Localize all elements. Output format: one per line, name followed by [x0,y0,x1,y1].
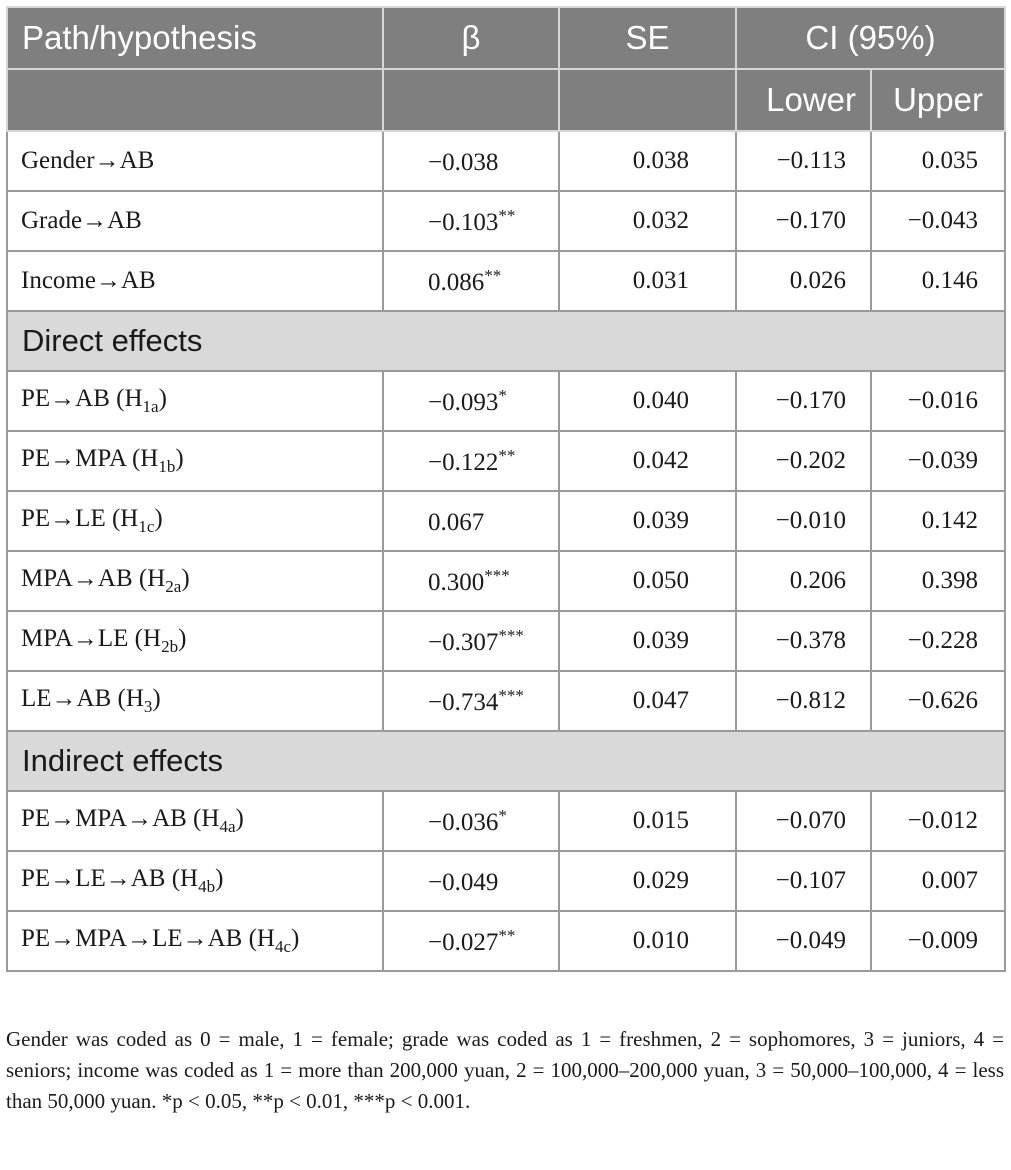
header-lower: Lower [736,69,871,131]
header-ci: CI (95%) [736,7,1005,69]
indirect-effects-section-row [7,731,1005,791]
beta-value: −0.307 [428,628,499,656]
path-text: PE→MPA (H [21,445,159,472]
ci-upper-cell: −0.016 [871,371,1005,431]
path-close: ) [235,805,244,832]
header-path: Path/hypothesis [7,7,383,69]
hypothesis-subscript: 4c [274,937,292,956]
table-row [7,431,1005,491]
ci-upper-cell: −0.012 [871,791,1005,851]
ci-lower-cell: −0.378 [736,611,871,671]
path-text: PE→MPA→AB (H [21,805,220,832]
beta-value: −0.093 [428,388,499,416]
path-text: Grade→AB [21,207,142,234]
table-row [7,911,1005,971]
header-se: SE [559,7,736,69]
ci-upper-cell: −0.043 [871,191,1005,251]
table-row [7,191,1005,251]
path-close: ) [181,565,190,592]
significance-marker: ** [498,445,516,465]
ci-lower-cell: −0.107 [736,851,871,911]
ci-upper-cell: 0.142 [871,491,1005,551]
table-row [7,851,1005,911]
path-close: ) [175,445,184,472]
beta-cell [383,851,559,911]
beta-cell [383,131,559,191]
path-cell [7,491,383,551]
ci-lower-cell: 0.206 [736,551,871,611]
path-text: Gender→AB [21,147,155,174]
path-cell [7,911,383,971]
header-upper: Upper [871,69,1005,131]
hypothesis-subscript: 1b [158,457,176,476]
path-cell [7,611,383,671]
header-row-2 [7,69,1005,131]
se-cell: 0.039 [559,611,736,671]
table-row [7,131,1005,191]
path-cell [7,671,383,731]
ci-lower-cell: −0.170 [736,371,871,431]
ci-lower-cell: −0.812 [736,671,871,731]
path-text: PE→LE (H [21,505,139,532]
path-text: MPA→AB (H [21,565,166,592]
path-close: ) [215,865,224,892]
path-close: ) [178,625,187,652]
ci-lower-cell: −0.070 [736,791,871,851]
beta-value: −0.103 [428,208,499,236]
beta-cell [383,431,559,491]
table-row [7,491,1005,551]
path-text: LE→AB (H [21,685,144,712]
ci-lower-cell: −0.049 [736,911,871,971]
ci-upper-cell: −0.009 [871,911,1005,971]
beta-cell [383,671,559,731]
se-cell: 0.047 [559,671,736,731]
beta-value: 0.067 [428,508,485,536]
hypothesis-subscript: 1a [142,397,159,416]
significance-marker: ** [484,265,502,285]
ci-upper-cell: 0.146 [871,251,1005,311]
ci-lower-cell: −0.170 [736,191,871,251]
table-row [7,611,1005,671]
hypothesis-subscript: 2b [161,637,179,656]
significance-marker: * [498,385,507,405]
se-cell: 0.010 [559,911,736,971]
ci-upper-cell: −0.228 [871,611,1005,671]
direct-effects-section-row [7,311,1005,371]
beta-value: −0.027 [428,928,499,956]
path-cell [7,791,383,851]
path-text: PE→LE→AB (H [21,865,199,892]
significance-marker: *** [498,625,524,645]
beta-cell [383,251,559,311]
table-row [7,251,1005,311]
ci-lower-cell: −0.113 [736,131,871,191]
beta-cell [383,191,559,251]
se-cell: 0.040 [559,371,736,431]
ci-upper-cell: 0.035 [871,131,1005,191]
hypothesis-subscript: 4a [219,817,236,836]
table-footnote: Gender was coded as 0 = male, 1 = female; grade was coded as 1 = freshmen, 2 = sophomores, 3 = juniors, 4 = seniors; income was coded as 1 = more than 200,000 yuan, 2 = 100,000–200,000 yuan, 3 = 50,000–100,000, 4 = less than 50,000 yuan. *p < 0.05, **p < 0.01, ***p < 0.001. [6,1027,1004,1113]
header-blank-3 [559,69,736,131]
path-cell [7,251,383,311]
beta-cell [383,371,559,431]
beta-value: −0.036 [428,808,499,836]
header-blank-2 [383,69,559,131]
ci-lower-cell: −0.202 [736,431,871,491]
indirect-effects-section-label: Indirect effects [7,731,1005,791]
hypothesis-subscript: 1c [138,517,155,536]
significance-marker: * [498,805,507,825]
se-cell: 0.042 [559,431,736,491]
hypothesis-subscript: 4b [198,877,216,896]
beta-cell [383,551,559,611]
direct-effects-section-label: Direct effects [7,311,1005,371]
beta-value: −0.122 [428,448,499,476]
ci-upper-cell: −0.626 [871,671,1005,731]
table-row [7,791,1005,851]
header-row-1 [7,7,1005,69]
beta-cell [383,791,559,851]
se-cell: 0.038 [559,131,736,191]
ci-lower-cell: 0.026 [736,251,871,311]
path-text: MPA→LE (H [21,625,162,652]
hypothesis-subscript: 3 [143,697,153,716]
path-close: ) [158,385,167,412]
se-cell: 0.032 [559,191,736,251]
table-row [7,551,1005,611]
table-body [7,131,1005,971]
path-cell [7,851,383,911]
beta-cell [383,491,559,551]
table-row [7,371,1005,431]
beta-value: 0.300 [428,568,485,596]
se-cell: 0.029 [559,851,736,911]
beta-cell [383,611,559,671]
path-close: ) [291,925,300,952]
path-close: ) [152,685,161,712]
beta-value: 0.086 [428,268,485,296]
se-cell: 0.015 [559,791,736,851]
significance-marker: *** [484,565,510,585]
se-cell: 0.039 [559,491,736,551]
significance-marker: *** [498,685,524,705]
path-text: PE→AB (H [21,385,143,412]
path-text: Income→AB [21,267,156,294]
path-cell [7,131,383,191]
path-cell [7,431,383,491]
ci-upper-cell: 0.398 [871,551,1005,611]
header-blank-1 [7,69,383,131]
table-row [7,671,1005,731]
beta-value: −0.038 [428,148,499,176]
path-close: ) [154,505,163,532]
significance-marker: ** [498,925,516,945]
path-results-table [6,6,1006,972]
beta-value: −0.049 [428,868,499,896]
beta-cell [383,911,559,971]
path-cell [7,551,383,611]
se-cell: 0.031 [559,251,736,311]
path-cell [7,191,383,251]
path-cell [7,371,383,431]
path-text: PE→MPA→LE→AB (H [21,925,275,952]
se-cell: 0.050 [559,551,736,611]
ci-lower-cell: −0.010 [736,491,871,551]
significance-marker: ** [498,205,516,225]
hypothesis-subscript: 2a [165,577,182,596]
ci-upper-cell: −0.039 [871,431,1005,491]
results-table-container [6,6,1004,972]
beta-value: −0.734 [428,688,499,716]
header-beta: β [383,7,559,69]
ci-upper-cell: 0.007 [871,851,1005,911]
